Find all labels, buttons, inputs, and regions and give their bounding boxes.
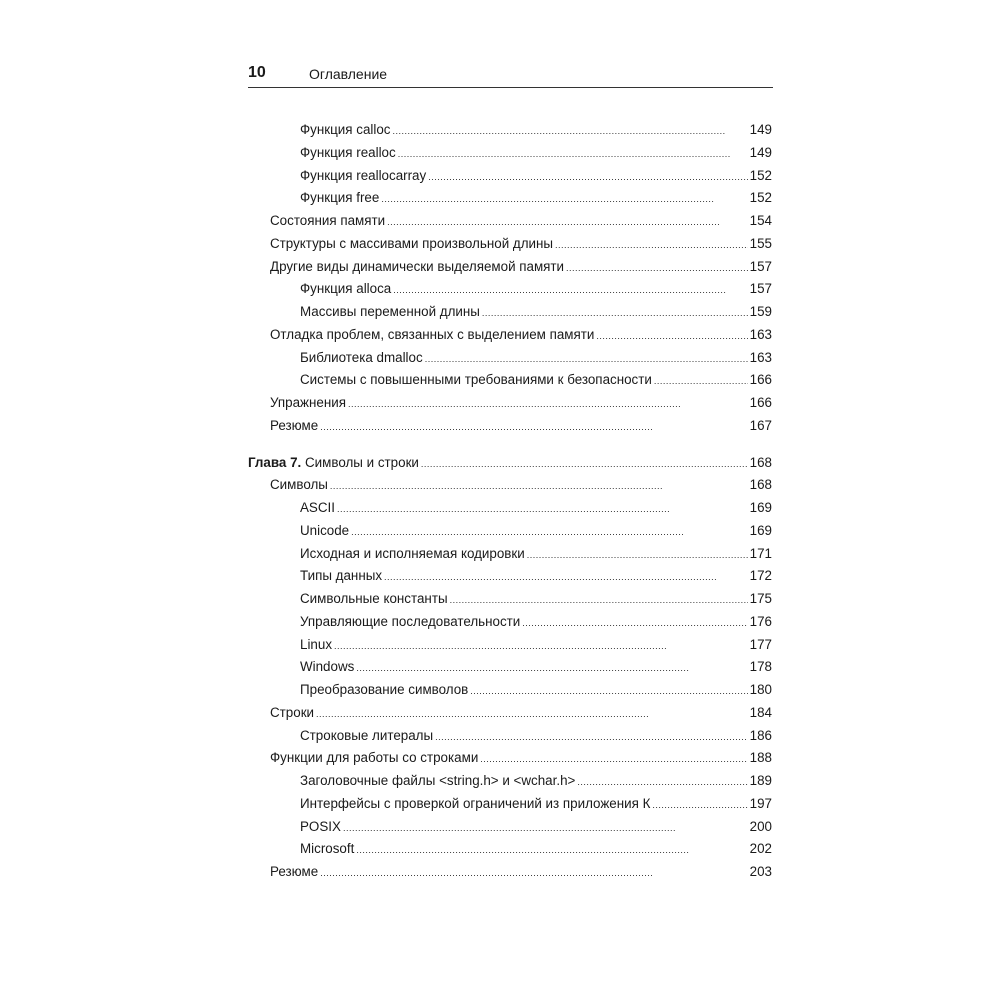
toc-entry-text: Другие виды динамически выделяемой памяти [270,258,565,274]
dot-leader [555,234,748,255]
toc-page-number: 177 [749,636,772,652]
running-title: Оглавление [309,66,388,82]
toc-entry [270,862,772,882]
toc-entry [300,143,772,163]
toc-entry [270,393,772,413]
dot-leader [320,862,747,883]
toc-entry-label [300,839,354,859]
toc-entry [300,498,772,518]
toc-page-number: 155 [749,235,772,251]
toc-entry [300,566,772,586]
toc-entry-text: Типы данных [300,568,383,584]
dot-leader [425,348,748,369]
dot-leader [351,521,748,542]
toc-page-number: 163 [749,349,772,365]
toc-entry-label [270,234,553,254]
dot-leader [596,325,747,346]
toc-entry-label [270,703,314,723]
toc-entry [300,680,772,700]
dot-leader [421,453,748,474]
toc-page-number: 168 [749,477,772,493]
dot-leader [480,748,747,769]
toc-page-number: 202 [749,841,772,857]
dot-leader [450,589,748,610]
toc-chapter-entry [248,453,772,473]
toc-entry-label [270,325,594,345]
toc-entry-label [300,521,349,541]
toc-entry-text: Состояния памяти [270,213,386,228]
toc-entry-text: Linux [300,636,333,652]
toc-entry-text: ASCII [300,500,335,515]
toc-entry-label [300,817,341,837]
toc-entry-text: Microsoft [300,841,355,857]
toc-entry-text: Функции для работы со строками [270,750,479,766]
toc-entry [300,166,772,186]
toc-entry-label [270,475,328,495]
dot-leader [343,817,748,838]
page-header [248,64,773,84]
toc-page-number: 163 [749,326,772,342]
toc-entry [270,211,772,231]
toc-entry [270,416,772,436]
toc-entry [300,348,772,368]
toc-entry [300,635,772,655]
toc-entry-label [300,188,379,208]
toc-page-number: 197 [749,795,772,811]
toc-entry-text: Символы и строки [305,454,419,470]
toc-entry-text: Исходная и исполняемая кодировки [300,545,525,561]
toc-entry-text: Интерфейсы с проверкой ограничений из приложения К [300,795,651,811]
dot-leader [470,680,747,701]
toc-entry-label [300,589,448,609]
toc-entry-label [300,566,382,586]
toc-page-number: 200 [749,818,772,834]
dot-leader [387,211,748,232]
dot-leader [566,257,748,278]
toc-entry-label [300,794,650,814]
toc-entry [300,612,772,632]
toc-entry-label [300,544,525,564]
dot-leader [334,635,748,656]
toc-entry-label [300,143,396,163]
dot-leader [348,393,748,414]
toc-page-number: 166 [749,395,772,410]
toc-page-number: 157 [749,258,772,274]
toc-entry [270,325,772,345]
dot-leader [652,794,747,815]
toc-entry-text: Функция calloc [300,122,391,137]
dot-leader [330,475,748,496]
toc-entry-text: Массивы переменной длины [300,304,480,319]
dot-leader [435,726,748,747]
toc-entry [300,589,772,609]
dot-leader [356,657,747,678]
toc-entry [300,794,772,814]
toc-entry [300,120,772,140]
toc-entry-label [248,453,419,473]
toc-page-number: 159 [749,304,772,319]
toc-entry-text: Символьные константы [300,591,448,606]
toc-page-number: 152 [749,190,772,206]
toc-entry-label [300,348,423,368]
dot-leader [527,544,748,565]
toc-entry-label [270,748,478,768]
dot-leader [356,839,747,860]
toc-entry [270,234,772,254]
toc-entry-label [300,635,332,655]
toc-entry [270,475,772,495]
toc-entry-text: Строковые литералы [300,727,434,743]
toc-page-number: 149 [749,144,772,160]
toc-entry-text: Функция free [300,190,380,206]
toc-entry-text: POSIX [300,818,341,834]
toc-page-number: 184 [749,704,772,720]
toc-entry-label [270,257,564,277]
dot-leader [381,188,747,209]
chapter-prefix: Глава 7. [248,454,302,470]
toc-entry-text: Функция alloca [300,281,392,297]
dot-leader [320,416,747,437]
toc-page-number: 169 [749,522,772,538]
toc-entry-label [300,657,354,677]
toc-entry [300,370,772,390]
toc-page-number: 168 [749,454,772,470]
toc-entry [300,521,772,541]
toc-entry-text: Отладка проблем, связанных с выделением памяти [270,326,595,342]
toc-page-number: 203 [749,864,772,879]
toc-page-number: 186 [749,727,772,743]
toc-entry [300,657,772,677]
dot-leader [337,498,748,519]
dot-leader [577,771,747,792]
toc-page-number: 152 [749,167,772,183]
toc-page-number: 172 [749,568,772,584]
dot-leader [384,566,748,587]
toc-entry-label [300,166,426,186]
toc-page-number: 157 [749,281,772,297]
toc-entry-text: Unicode [300,522,350,538]
toc-page-number: 171 [749,545,772,561]
toc-entry-text: Функция realloc [300,144,396,160]
toc-entry-text: Библиотека dmalloc [300,349,423,365]
toc-page-number: 167 [749,417,772,433]
toc-page-number: 188 [749,750,772,766]
toc-entry-label [270,416,318,436]
toc-entry [300,544,772,564]
toc-entry-text: Структуры с массивами произвольной длины [270,235,554,251]
toc-entry-text: Преобразование символов [300,682,469,697]
toc-page-number: 176 [749,613,772,629]
toc-entry-label [300,279,391,299]
toc-entry-label [300,302,480,322]
dot-leader [482,302,748,323]
dot-leader [428,166,747,187]
dot-leader [398,143,748,164]
toc-entry [300,188,772,208]
toc-entry-label [300,120,391,140]
toc-entry-text: Символы [270,477,328,493]
toc-page-number: 175 [749,591,772,606]
toc-entry-label [270,393,346,413]
toc-entry-text: Упражнения [270,395,346,410]
toc-entry-text: Заголовочные файлы <string.h> и <wchar.h> [300,773,576,788]
toc-entry [300,302,772,322]
toc-page-number: 189 [749,773,772,788]
toc-entry-label [300,726,433,746]
header-rule [248,87,773,88]
toc-entry [300,771,772,791]
toc-entry-label [300,680,468,700]
dot-leader [522,612,747,633]
toc-entry-label [300,771,575,791]
dot-leader [654,370,748,391]
toc-page-number: 149 [749,122,772,137]
toc-entry-label [270,211,385,231]
toc-entry [270,703,772,723]
toc-entry [270,257,772,277]
toc-entry-label [300,370,652,390]
toc-entry-label [300,498,335,518]
toc-entry-text: Системы с повышенными требованиями к безопасности [300,372,652,388]
toc-entry [270,748,772,768]
page-number: 10 [248,64,266,81]
toc-entry-text: Windows [300,659,355,675]
toc-entry-text: Резюме [270,417,319,433]
toc-page-number: 169 [749,500,772,515]
toc-entry-label [300,612,520,632]
dot-leader [393,279,747,300]
toc-entry-label [270,862,318,882]
toc-entry [300,839,772,859]
toc-entry [300,279,772,299]
toc-entry-text: Функция reallocarray [300,167,427,183]
toc-entry-text: Резюме [270,864,319,879]
toc-page-number: 178 [749,659,772,675]
toc-entry-text: Управляющие последовательности [300,613,521,629]
toc-entry [300,817,772,837]
toc-entry-text: Строки [270,704,315,720]
toc-page-number: 166 [749,372,772,388]
dot-leader [393,120,748,141]
toc-page-number: 154 [749,213,772,228]
toc-page-number: 180 [749,682,772,697]
toc-entry [300,726,772,746]
dot-leader [316,703,748,724]
